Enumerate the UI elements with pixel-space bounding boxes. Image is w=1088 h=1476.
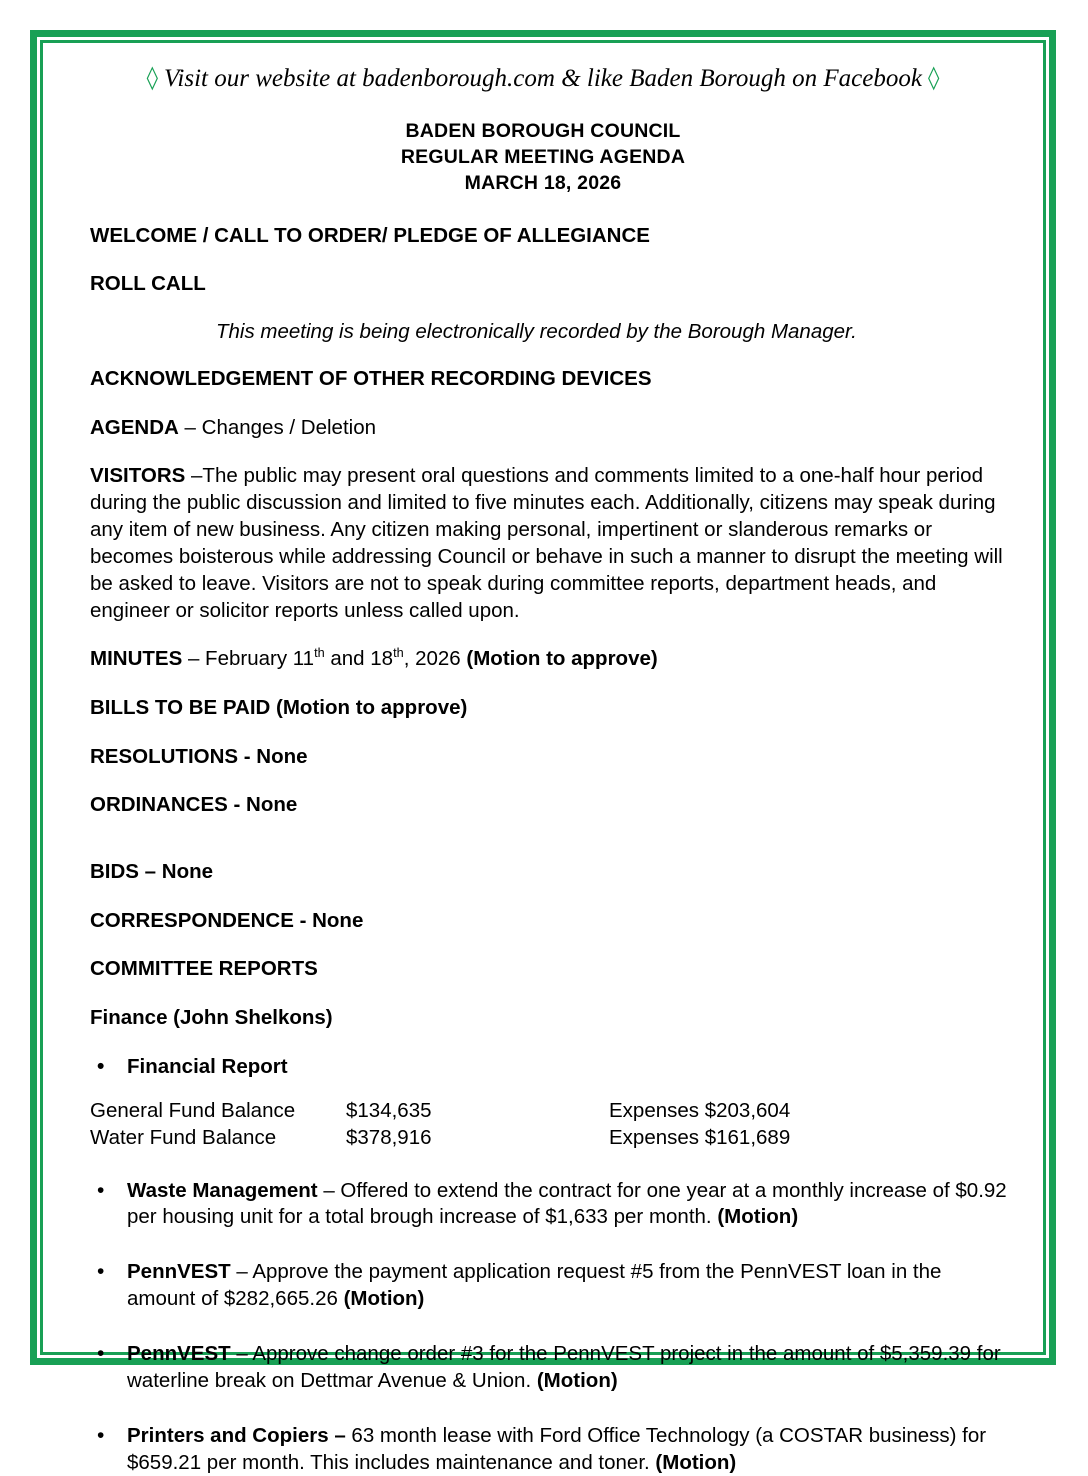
website-banner-text: Visit our website at badenborough.com & like Baden Borough on Facebook	[164, 65, 922, 92]
document-title-block	[52, 119, 1034, 197]
list-item	[90, 1259, 1014, 1313]
section-bids: BIDS – None	[90, 859, 214, 883]
section-roll-call: ROLL CALL	[90, 272, 206, 296]
lozenge-diamond-icon-left: ◊	[146, 65, 158, 91]
fund-expenses-general: Expenses $203,604	[609, 1099, 791, 1123]
recording-notice: This meeting is being electronically recorded by the Borough Manager.	[216, 320, 857, 344]
section-minutes-date-part1: – February 11	[182, 647, 315, 671]
section-minutes-ordinal-2: th	[393, 645, 404, 661]
fund-label-water: Water Fund Balance	[90, 1126, 277, 1149]
fund-label-general: General Fund Balance	[90, 1099, 296, 1123]
section-minutes-motion: (Motion to approve)	[466, 647, 658, 671]
section-minutes-date-part3: , 2026	[403, 647, 467, 671]
action-item-body: 63 month lease with Ford Office Technology (a COSTAR business) for $659.21 per month. This includes maintenance and toner.	[127, 1423, 987, 1474]
document-content	[52, 52, 1034, 1474]
finance-bullet-list	[90, 1054, 1014, 1081]
title-line-council: BADEN BOROUGH COUNCIL	[405, 120, 681, 142]
action-item-motion: (Motion)	[717, 1205, 799, 1229]
fund-expenses-water: Expenses $161,689	[609, 1126, 791, 1149]
section-agenda	[90, 415, 1014, 442]
list-item	[90, 1178, 1014, 1232]
section-minutes-date-part2: and 18	[324, 647, 394, 671]
action-item-title: PennVEST	[127, 1260, 231, 1284]
section-correspondence: CORRESPONDENCE - None	[90, 908, 364, 932]
lozenge-diamond-icon-right: ◊	[927, 65, 940, 91]
agenda-body	[52, 223, 1034, 1476]
title-line-meeting-type: REGULAR MEETING AGENDA	[400, 145, 686, 168]
section-visitors	[90, 463, 1014, 624]
action-items-list	[90, 1178, 1014, 1476]
fund-balance-water: $378,916	[346, 1126, 432, 1149]
section-acknowledgement: ACKNOWLEDGEMENT OF OTHER RECORDING DEVICES	[90, 367, 652, 391]
title-line-date: MARCH 18, 2026	[464, 171, 622, 194]
section-minutes-ordinal-1: th	[314, 645, 325, 661]
fund-balance-general: $134,635	[346, 1099, 432, 1123]
section-minutes	[90, 646, 1014, 673]
table-row	[90, 1125, 790, 1152]
section-bills-to-be-paid: BILLS TO BE PAID (Motion to approve)	[90, 696, 468, 720]
section-agenda-label: AGENDA	[90, 415, 179, 439]
action-item-body: – Approve the payment application request #5 from the PennVEST loan in the amount of $282,665.26	[127, 1260, 942, 1311]
action-item-motion: (Motion)	[655, 1450, 737, 1474]
action-item-title: Waste Management	[127, 1178, 318, 1202]
subsection-finance-heading: Finance (John Shelkons)	[90, 1005, 333, 1029]
section-visitors-label: VISITORS	[90, 464, 186, 488]
section-welcome: WELCOME / CALL TO ORDER/ PLEDGE OF ALLEGIANCE	[90, 223, 650, 247]
website-banner	[52, 64, 1034, 94]
section-committee-reports: COMMITTEE REPORTS	[90, 957, 318, 981]
section-visitors-text: –The public may present oral questions and comments limited to a one-half hour period during the public discussion and limited to five minutes each. Additionally, citizens may speak during any item of new business. Any citizen making personal, impertinent or slanderous remarks or becomes boisterous while addressing Council or behave in such a manner to disrupt the meeting will be asked to leave. Visitors are not to speak during committee reports, department heads, and engineer or solicitor reports unless called upon.	[90, 464, 1003, 622]
financial-figures-table	[90, 1098, 790, 1151]
action-item-title: Printers and Copiers –	[127, 1423, 346, 1447]
section-ordinances: ORDINANCES - None	[90, 793, 298, 817]
action-item-motion: (Motion)	[343, 1287, 425, 1311]
action-item-motion: (Motion)	[536, 1368, 618, 1392]
bullet-financial-report: • Financial Report	[90, 1054, 1014, 1081]
section-minutes-label: MINUTES	[90, 647, 183, 671]
list-item	[90, 1423, 1014, 1476]
list-item	[90, 1341, 1014, 1395]
action-item-title: PennVEST	[127, 1342, 231, 1366]
action-item-body: – Approve change order #3 for the PennVEST project in the amount of $5,359.39 for waterline break on Dettmar Avenue & Union.	[127, 1342, 1001, 1392]
section-agenda-detail: – Changes / Deletion	[178, 415, 376, 439]
table-row	[90, 1098, 790, 1125]
action-item-body: – Offered to extend the contract for one year at a monthly increase of $0.92 per housing unit for a total brough increase of $1,633 per month.	[127, 1178, 1007, 1229]
section-resolutions: RESOLUTIONS - None	[90, 744, 308, 768]
